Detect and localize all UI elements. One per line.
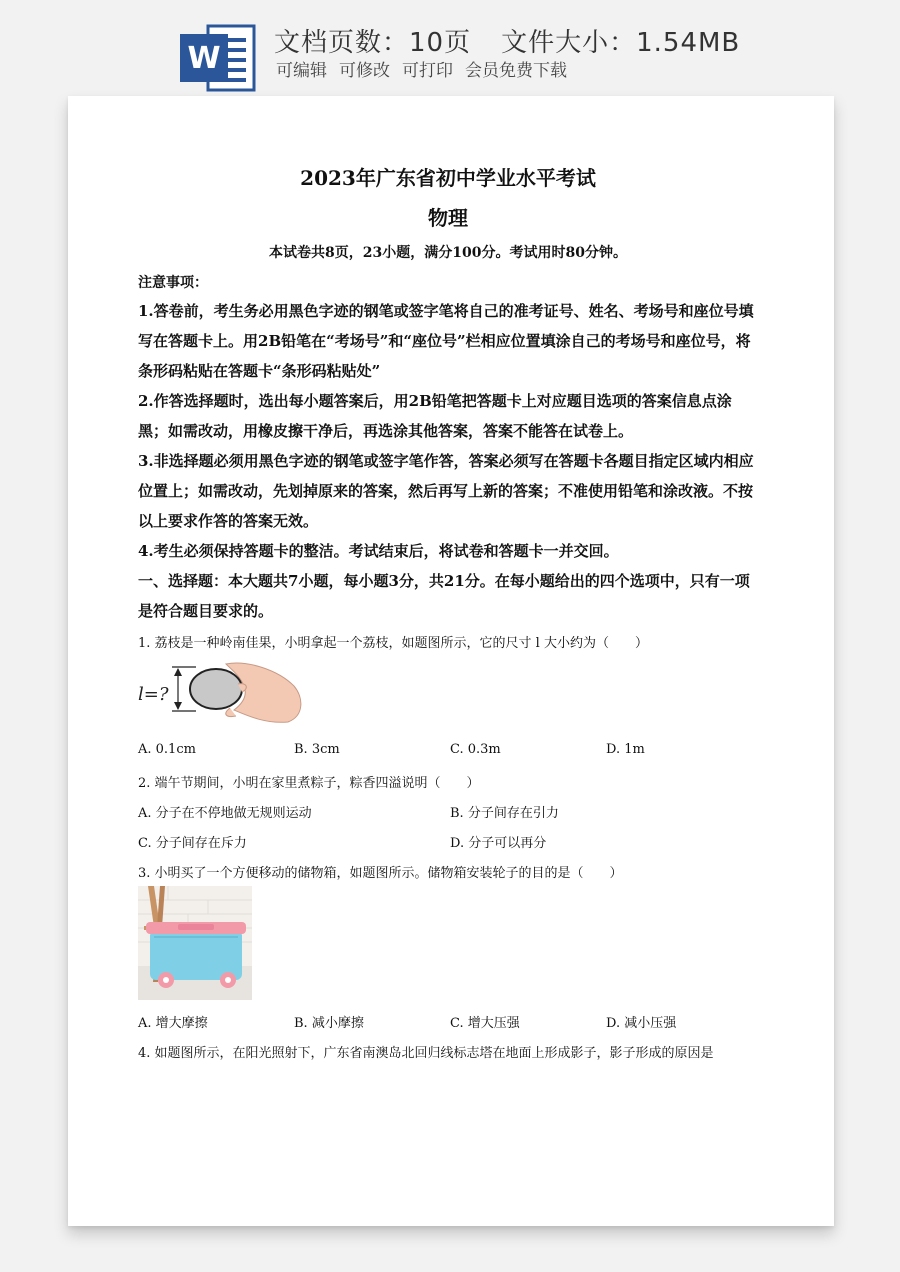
q2-option-c: C. 分子间存在斥力 — [138, 836, 247, 851]
page-count: 文档页数：10页 — [274, 28, 472, 58]
document-stats — [274, 22, 740, 59]
note-4: 4.考生必须保持答题卡的整洁。考试结束后，将试卷和答题卡一并交回。 — [138, 542, 619, 560]
q1-option-a: A. 0.1cm — [138, 742, 196, 757]
note-1: 1.答卷前，考生务必用黑色字迹的钢笔或签字笔将自己的准考证号、姓名、考场号和座位号填写在答题卡上。用2B铅笔在“考场号”和“座位号”栏相应位置填涂自己的考场号和座位号，将条形码粘贴在答题卡“条形码粘贴处” — [138, 302, 754, 380]
feature-list — [276, 56, 579, 81]
svg-text:W: W — [187, 41, 221, 76]
q1-option-c: C. 0.3m — [450, 742, 501, 757]
q3-option-c: C. 增大压强 — [450, 1016, 520, 1031]
exam-title: 2023年广东省初中学业水平考试 — [300, 166, 596, 190]
question-4-stem: 4. 如题图所示，在阳光照射下，广东省南澳岛北回归线标志塔在地面上形成影子，影子形成的原因是 — [138, 1046, 714, 1061]
q3-option-a: A. 增大摩擦 — [138, 1016, 208, 1031]
storage-box-photo — [138, 886, 252, 1000]
q1-option-d: D. 1m — [606, 742, 645, 757]
q2-option-d: D. 分子可以再分 — [450, 836, 547, 851]
q2-option-a: A. 分子在不停地做无规则运动 — [138, 806, 312, 821]
file-size: 文件大小：1.54MB — [501, 28, 741, 58]
feature-member-download: 会员免费下载 — [465, 61, 567, 81]
notes-heading: 注意事项： — [138, 275, 208, 291]
section-1-heading: 一、选择题：本大题共7小题，每小题3分，共21分。在每小题给出的四个选项中，只有一项是符合题目要求的。 — [138, 572, 750, 620]
q1-option-b: B. 3cm — [294, 742, 340, 757]
note-3: 3.非选择题必须用黑色字迹的钢笔或签字笔作答，答案必须写在答题卡各题目指定区域内相应位置上；如需改动，先划掉原来的答案，然后再写上新的答案；不准使用铅笔和涂改液。不按以上要求作答的答案无效。 — [138, 452, 754, 530]
feature-printable: 可打印 — [402, 61, 453, 81]
document-page[interactable] — [68, 96, 834, 1226]
q3-option-b: B. 减小摩擦 — [294, 1016, 364, 1031]
feature-editable: 可编辑 — [276, 61, 327, 81]
question-3-stem: 3. 小明买了一个方便移动的储物箱，如题图所示。储物箱安装轮子的目的是（ ） — [138, 866, 623, 881]
exam-info: 本试卷共8页，23小题，满分100分。考试用时80分钟。 — [269, 245, 627, 261]
document-info-banner — [0, 0, 900, 98]
figure-size-label: l=? — [138, 684, 169, 705]
feature-modifiable: 可修改 — [339, 61, 390, 81]
exam-subject: 物理 — [428, 206, 468, 230]
word-document-icon — [178, 22, 258, 94]
q3-option-d: D. 减小压强 — [606, 1016, 677, 1031]
lychee-hand-figure — [138, 658, 308, 728]
note-2: 2.作答选择题时，选出每小题答案后，用2B铅笔把答题卡上对应题目选项的答案信息点涂黑；如需改动，用橡皮擦干净后，再选涂其他答案，答案不能答在试卷上。 — [138, 392, 732, 440]
question-2-stem: 2. 端午节期间，小明在家里煮粽子，粽香四溢说明（ ） — [138, 776, 480, 791]
question-1-stem: 1. 荔枝是一种岭南佳果，小明拿起一个荔枝，如题图所示，它的尺寸 l 大小约为（ ） — [138, 636, 648, 651]
q2-option-b: B. 分子间存在引力 — [450, 806, 559, 821]
